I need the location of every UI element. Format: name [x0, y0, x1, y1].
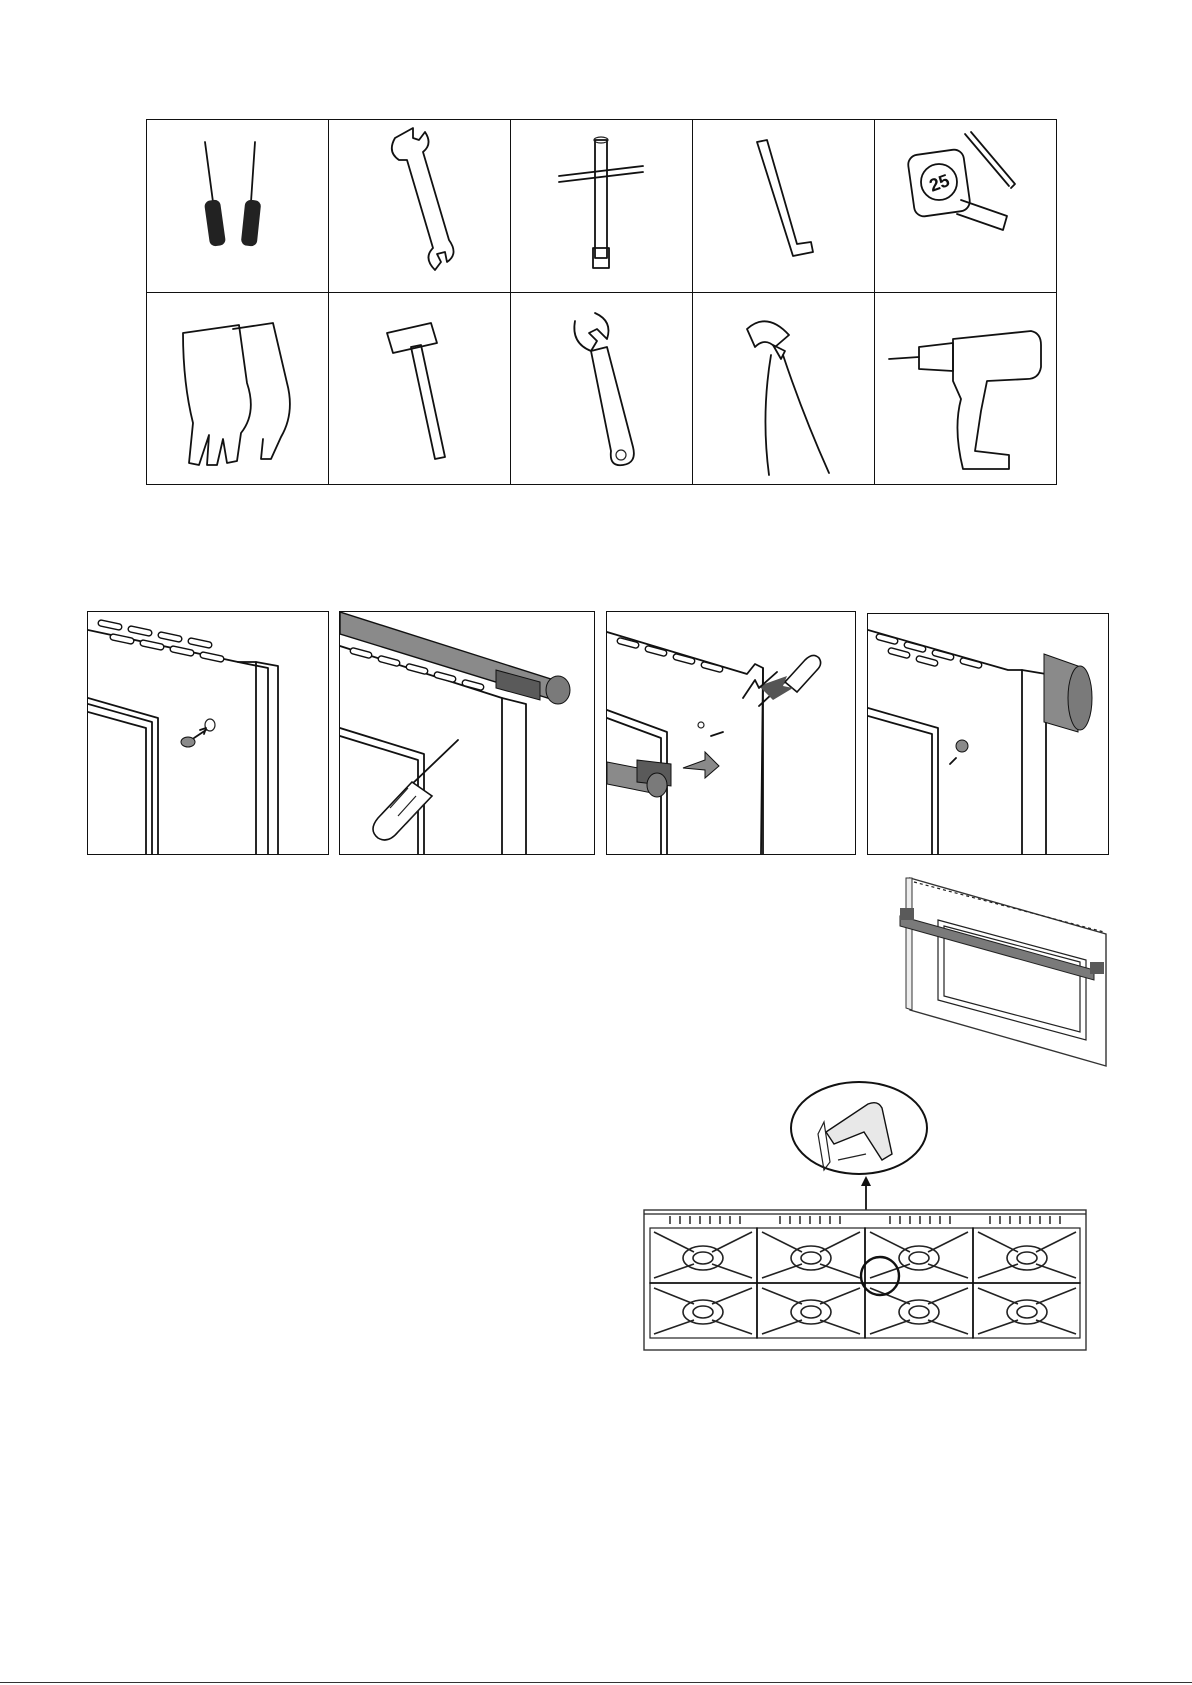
tee-socket-wrench-icon — [511, 120, 692, 292]
tool-cell — [147, 120, 329, 293]
tape-measure-label: 25 — [926, 170, 953, 196]
install-step-1-figure — [87, 611, 329, 855]
install-step-2-figure — [339, 611, 595, 855]
hammer-icon — [329, 293, 510, 484]
install-step-4-figure — [867, 613, 1109, 855]
door-corner-plug-removal-icon — [88, 612, 328, 854]
tool-cell — [511, 293, 693, 485]
cooktop-figure — [640, 1080, 1088, 1352]
cooktop-grates-with-detail-callout-icon — [640, 1080, 1088, 1352]
adjustable-wrench-icon — [511, 293, 692, 484]
tools-table — [146, 119, 1057, 485]
door-corner-screwdriver-handle-icon — [340, 612, 594, 854]
footer-rule — [0, 1682, 1192, 1683]
oven-door-with-handle-icon — [898, 876, 1114, 1070]
tools-row — [147, 120, 1057, 293]
work-gloves-icon — [147, 293, 328, 484]
tools-row — [147, 293, 1057, 485]
door-corner-handle-mounted-icon — [868, 614, 1108, 854]
tool-cell — [511, 120, 693, 293]
tool-cell — [693, 120, 875, 293]
power-drill-icon — [875, 293, 1056, 484]
screwdrivers-icon — [147, 120, 328, 292]
tool-cell — [329, 120, 511, 293]
install-step-3-figure — [606, 611, 856, 855]
tool-cell — [693, 293, 875, 485]
tape-measure-and-pencil-icon — [875, 120, 1056, 292]
water-pump-pliers-icon — [693, 293, 874, 484]
tool-cell — [875, 120, 1057, 293]
allen-key-icon — [693, 120, 874, 292]
tool-cell — [147, 293, 329, 485]
tool-cell — [329, 293, 511, 485]
tool-cell — [875, 293, 1057, 485]
oven-door-figure — [898, 876, 1114, 1070]
door-corner-screw-handle-icon — [607, 612, 855, 854]
open-end-wrench-icon — [329, 120, 510, 292]
